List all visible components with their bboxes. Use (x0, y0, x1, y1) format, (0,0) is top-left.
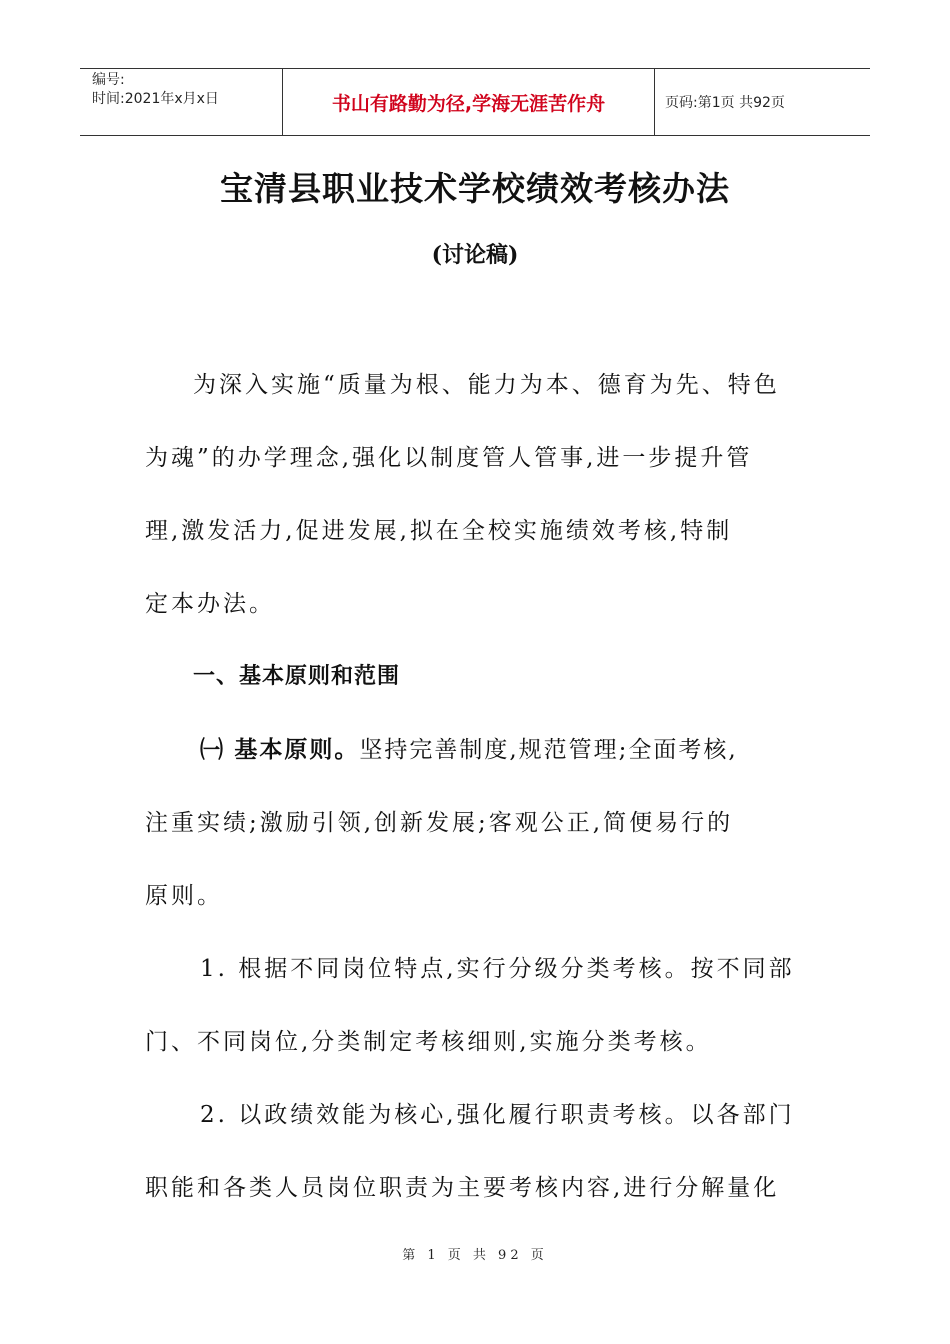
header-motto-cell (282, 69, 655, 135)
principle-marker: ㈠ (200, 736, 225, 763)
intro-line-2: 为魂”的办学理念,强化以制度管人管事,进一步提升管 (145, 445, 753, 471)
item2-line-1: 2. 以政绩效能为核心,强化履行职责考核。以各部门 (200, 1102, 795, 1128)
header-left-cell (80, 69, 282, 135)
principle-line-3: 原则。 (145, 883, 223, 909)
section-heading: 一、基本原则和范围 (193, 664, 401, 689)
principle-line-1 (145, 725, 805, 798)
motto-text: 书山有路勤为径,学海无涯苦作舟 (331, 92, 606, 115)
principle-label: 基本原则。 (234, 736, 360, 763)
code-label: 编号: (92, 72, 125, 88)
document-title: 宝清县职业技术学校绩效考核办法 (220, 169, 730, 208)
header-table (80, 68, 870, 136)
principle-line-2: 注重实绩;激励引领,创新发展;客观公正,简便易行的 (145, 810, 734, 836)
intro-line-1: 为深入实施“质量为根、能力为本、德育为先、特色 (193, 372, 780, 398)
intro-line-4: 定本办法。 (145, 591, 275, 617)
page-footer: 第 1 页 共 92 页 (402, 1248, 548, 1263)
principle-text: 坚持完善制度,规范管理;全面考核, (359, 737, 738, 763)
intro-line-3: 理,激发活力,促进发展,拟在全校实施绩效考核,特制 (145, 518, 733, 544)
item1-line-2: 门、不同岗位,分类制定考核细则,实施分类考核。 (145, 1029, 712, 1055)
item1-line-1: 1. 根据不同岗位特点,实行分级分类考核。按不同部 (200, 956, 795, 982)
header-page-info: 页码:第1页 共92页 (665, 95, 785, 111)
item2-line-2: 职能和各类人员岗位职责为主要考核内容,进行分解量化 (145, 1175, 780, 1201)
document-subtitle: (讨论稿) (431, 242, 519, 268)
document-body (145, 360, 805, 1236)
date-label: 时间:2021年x月x日 (92, 91, 219, 107)
